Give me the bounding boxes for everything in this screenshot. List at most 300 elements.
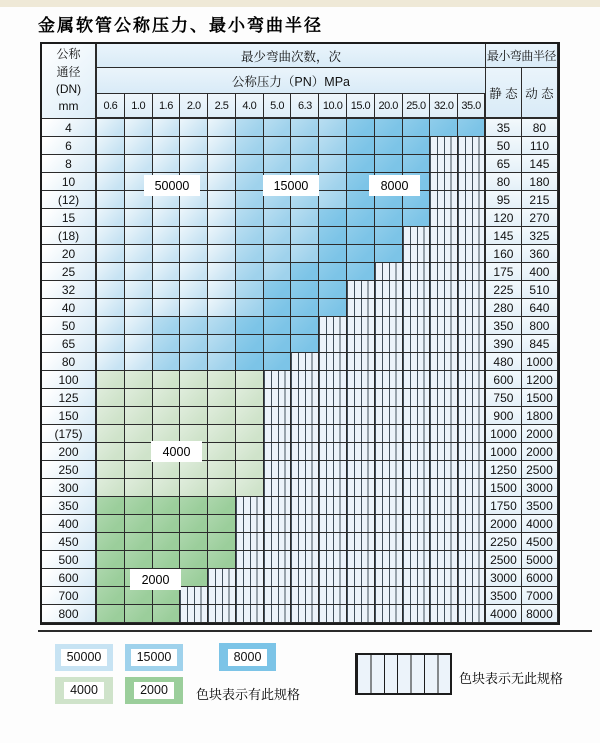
dynamic-radius-cell: 325 <box>522 227 558 245</box>
spec-cell <box>180 245 208 263</box>
spec-cell <box>97 227 125 245</box>
header-dn-line: 公称 <box>56 47 81 62</box>
dn-cell: 8 <box>42 155 97 173</box>
spec-cell <box>430 461 458 479</box>
legend-swatch-50000 <box>55 644 113 671</box>
static-radius-cell: 600 <box>486 371 522 389</box>
spec-cell <box>458 317 486 335</box>
spec-cell <box>125 605 153 623</box>
spec-cell <box>319 191 347 209</box>
spec-cell <box>125 137 153 155</box>
spec-cell <box>236 425 264 443</box>
dn-cell: 800 <box>42 605 97 623</box>
spec-cell <box>375 587 403 605</box>
spec-cell <box>319 137 347 155</box>
dn-cell: 4 <box>42 119 97 137</box>
spec-cell <box>375 299 403 317</box>
dynamic-radius-cell: 180 <box>522 173 558 191</box>
spec-cell <box>347 281 375 299</box>
spec-cell <box>458 497 486 515</box>
static-radius-cell: 1250 <box>486 461 522 479</box>
spec-cell <box>180 497 208 515</box>
dn-cell: 250 <box>42 461 97 479</box>
spec-cell <box>264 443 292 461</box>
spec-cell <box>430 569 458 587</box>
spec-cell <box>97 515 125 533</box>
spec-cell <box>319 461 347 479</box>
spec-cell <box>208 407 236 425</box>
spec-cell <box>375 209 403 227</box>
spec-cell <box>458 533 486 551</box>
spec-cell <box>264 245 292 263</box>
spec-cell <box>403 389 431 407</box>
page-title: 金属软管公称压力、最小弯曲半径 <box>38 16 323 36</box>
spec-cell <box>236 389 264 407</box>
spec-cell <box>153 479 181 497</box>
spec-cell <box>347 335 375 353</box>
spec-cell <box>153 389 181 407</box>
spec-cell <box>153 371 181 389</box>
spec-cell <box>347 425 375 443</box>
spec-cell <box>291 605 319 623</box>
spec-cell <box>97 497 125 515</box>
spec-cell <box>403 263 431 281</box>
spec-cell <box>125 299 153 317</box>
dn-cell: 25 <box>42 263 97 281</box>
spec-cell <box>236 587 264 605</box>
spec-cell <box>264 317 292 335</box>
spec-cell <box>291 533 319 551</box>
spec-cell <box>264 137 292 155</box>
spec-cell <box>319 119 347 137</box>
spec-cell <box>153 533 181 551</box>
dynamic-radius-cell: 640 <box>522 299 558 317</box>
spec-cell <box>153 551 181 569</box>
spec-cell <box>347 443 375 461</box>
spec-cell <box>291 209 319 227</box>
dn-cell: 6 <box>42 137 97 155</box>
dn-cell: 350 <box>42 497 97 515</box>
static-radius-cell: 4000 <box>486 605 522 623</box>
dynamic-radius-cell: 2000 <box>522 425 558 443</box>
spec-cell <box>403 497 431 515</box>
dn-cell: 50 <box>42 317 97 335</box>
spec-cell <box>291 569 319 587</box>
spec-cell <box>403 371 431 389</box>
spec-cell <box>403 533 431 551</box>
spec-cell <box>291 335 319 353</box>
spec-cell <box>430 119 458 137</box>
spec-cell <box>97 317 125 335</box>
region-label-8000: 8000 <box>369 175 420 196</box>
spec-cell <box>347 497 375 515</box>
spec-cell <box>180 479 208 497</box>
spec-cell <box>180 119 208 137</box>
spec-cell <box>264 263 292 281</box>
spec-cell <box>236 335 264 353</box>
spec-cell <box>319 245 347 263</box>
legend-label-2000: 2000 <box>134 682 174 699</box>
spec-cell <box>458 281 486 299</box>
dynamic-radius-cell: 2000 <box>522 443 558 461</box>
static-radius-cell: 65 <box>486 155 522 173</box>
spec-cell <box>264 587 292 605</box>
spec-cell <box>180 335 208 353</box>
spec-cell <box>153 515 181 533</box>
spec-cell <box>458 461 486 479</box>
static-radius-cell: 1000 <box>486 425 522 443</box>
header-dn-line: (DN) <box>55 82 82 96</box>
spec-cell <box>208 515 236 533</box>
spec-cell <box>208 209 236 227</box>
spec-cell <box>208 353 236 371</box>
spec-cell <box>125 461 153 479</box>
spec-cell <box>403 479 431 497</box>
spec-cell <box>291 407 319 425</box>
dynamic-radius-cell: 1200 <box>522 371 558 389</box>
spec-cell <box>180 137 208 155</box>
spec-cell <box>375 461 403 479</box>
static-radius-cell: 480 <box>486 353 522 371</box>
spec-cell <box>403 353 431 371</box>
dn-cell: 450 <box>42 533 97 551</box>
spec-cell <box>208 173 236 191</box>
spec-cell <box>153 461 181 479</box>
dn-cell: 150 <box>42 407 97 425</box>
dn-cell: 10 <box>42 173 97 191</box>
spec-cell <box>97 461 125 479</box>
spec-cell <box>291 281 319 299</box>
spec-cell <box>319 551 347 569</box>
dn-cell: 32 <box>42 281 97 299</box>
spec-cell <box>153 263 181 281</box>
spec-cell <box>430 173 458 191</box>
spec-cell <box>180 353 208 371</box>
region-label-2000: 2000 <box>130 569 181 590</box>
header-bend-radius: 最小弯曲半径 <box>486 44 558 68</box>
spec-cell <box>319 515 347 533</box>
spec-cell <box>264 497 292 515</box>
spec-cell <box>208 479 236 497</box>
spec-cell <box>208 245 236 263</box>
spec-cell <box>236 371 264 389</box>
spec-cell <box>208 299 236 317</box>
spec-cell <box>458 119 486 137</box>
spec-cell <box>375 137 403 155</box>
top-strip <box>0 0 600 7</box>
spec-cell <box>375 155 403 173</box>
spec-cell <box>180 227 208 245</box>
pressure-col-header: 20.0 <box>375 94 403 119</box>
static-radius-cell: 900 <box>486 407 522 425</box>
spec-cell <box>208 281 236 299</box>
legend-swatch-2000 <box>125 677 183 704</box>
static-radius-cell: 2000 <box>486 515 522 533</box>
spec-cell <box>291 245 319 263</box>
spec-cell <box>375 443 403 461</box>
spec-cell <box>125 155 153 173</box>
spec-cell <box>125 317 153 335</box>
spec-cell <box>236 551 264 569</box>
spec-cell <box>430 191 458 209</box>
header-bend-times: 最少弯曲次数，次 <box>97 44 486 68</box>
spec-cell <box>208 155 236 173</box>
spec-cell <box>180 281 208 299</box>
spec-cell <box>430 263 458 281</box>
spec-cell <box>97 443 125 461</box>
static-radius-cell: 145 <box>486 227 522 245</box>
spec-cell <box>319 443 347 461</box>
dynamic-radius-cell: 1500 <box>522 389 558 407</box>
spec-cell <box>264 551 292 569</box>
spec-cell <box>97 389 125 407</box>
dn-cell: 700 <box>42 587 97 605</box>
header-dn <box>42 44 97 119</box>
dn-cell: 600 <box>42 569 97 587</box>
header-dn-line: 通径 <box>56 64 81 79</box>
spec-cell <box>208 317 236 335</box>
spec-cell <box>347 407 375 425</box>
spec-cell <box>375 389 403 407</box>
spec-cell <box>208 605 236 623</box>
dn-cell: 15 <box>42 209 97 227</box>
spec-cell <box>97 551 125 569</box>
legend-swatch-8000 <box>219 643 276 671</box>
dynamic-radius-cell: 270 <box>522 209 558 227</box>
spec-cell <box>264 389 292 407</box>
static-radius-cell: 80 <box>486 173 522 191</box>
spec-cell <box>264 281 292 299</box>
spec-cell <box>125 281 153 299</box>
spec-cell <box>97 353 125 371</box>
spec-cell <box>347 533 375 551</box>
spec-cell <box>97 119 125 137</box>
spec-cell <box>236 461 264 479</box>
spec-cell <box>458 335 486 353</box>
spec-cell <box>347 551 375 569</box>
spec-cell <box>97 191 125 209</box>
spec-cell <box>264 605 292 623</box>
spec-cell <box>236 317 264 335</box>
spec-cell <box>236 209 264 227</box>
spec-cell <box>153 299 181 317</box>
pressure-col-header: 5.0 <box>264 94 292 119</box>
spec-cell <box>264 299 292 317</box>
spec-cell <box>180 461 208 479</box>
spec-cell <box>347 209 375 227</box>
spec-cell <box>125 443 153 461</box>
pressure-col-header: 25.0 <box>403 94 431 119</box>
spec-cell <box>264 155 292 173</box>
spec-cell <box>264 425 292 443</box>
spec-cell <box>458 263 486 281</box>
dynamic-radius-cell: 215 <box>522 191 558 209</box>
spec-cell <box>180 407 208 425</box>
spec-cell <box>125 407 153 425</box>
spec-cell <box>319 317 347 335</box>
spec-cell <box>236 137 264 155</box>
spec-cell <box>403 227 431 245</box>
spec-cell <box>430 515 458 533</box>
spec-cell <box>347 461 375 479</box>
spec-cell <box>208 587 236 605</box>
spec-cell <box>430 209 458 227</box>
dynamic-radius-cell: 3500 <box>522 497 558 515</box>
spec-cell <box>430 335 458 353</box>
spec-cell <box>264 533 292 551</box>
static-radius-cell: 160 <box>486 245 522 263</box>
dynamic-radius-cell: 2500 <box>522 461 558 479</box>
spec-cell <box>291 551 319 569</box>
spec-cell <box>403 245 431 263</box>
spec-cell <box>375 533 403 551</box>
spec-cell <box>153 407 181 425</box>
spec-cell <box>291 263 319 281</box>
spec-cell <box>458 137 486 155</box>
spec-cell <box>430 605 458 623</box>
spec-cell <box>208 227 236 245</box>
dynamic-radius-cell: 800 <box>522 317 558 335</box>
dynamic-radius-cell: 6000 <box>522 569 558 587</box>
spec-cell <box>319 533 347 551</box>
spec-cell <box>347 569 375 587</box>
spec-cell <box>403 119 431 137</box>
spec-cell <box>319 407 347 425</box>
spec-cell <box>347 605 375 623</box>
spec-cell <box>208 389 236 407</box>
spec-cell <box>403 299 431 317</box>
spec-cell <box>347 479 375 497</box>
spec-cell <box>319 299 347 317</box>
spec-cell <box>403 137 431 155</box>
spec-cell <box>236 263 264 281</box>
spec-cell <box>375 497 403 515</box>
legend-label-8000: 8000 <box>228 649 268 666</box>
spec-cell <box>403 209 431 227</box>
legend-swatch-4000 <box>55 677 113 704</box>
spec-cell <box>125 479 153 497</box>
spec-cell <box>125 371 153 389</box>
static-radius-cell: 2250 <box>486 533 522 551</box>
pressure-col-header: 1.0 <box>125 94 153 119</box>
spec-cell <box>347 227 375 245</box>
dynamic-radius-cell: 4500 <box>522 533 558 551</box>
spec-cell <box>458 407 486 425</box>
spec-cell <box>125 551 153 569</box>
spec-cell <box>291 425 319 443</box>
spec-cell <box>180 317 208 335</box>
spec-cell <box>97 245 125 263</box>
pressure-col-header: 4.0 <box>236 94 264 119</box>
static-radius-cell: 750 <box>486 389 522 407</box>
spec-cell <box>208 335 236 353</box>
spec-cell <box>430 299 458 317</box>
dn-cell: 200 <box>42 443 97 461</box>
spec-cell <box>208 497 236 515</box>
spec-cell <box>458 371 486 389</box>
static-radius-cell: 35 <box>486 119 522 137</box>
spec-cell <box>458 551 486 569</box>
spec-cell <box>153 155 181 173</box>
spec-cell <box>430 389 458 407</box>
spec-cell <box>208 461 236 479</box>
dynamic-radius-cell: 510 <box>522 281 558 299</box>
spec-cell <box>319 605 347 623</box>
spec-cell <box>375 551 403 569</box>
spec-cell <box>347 137 375 155</box>
spec-cell <box>236 299 264 317</box>
spec-cell <box>430 497 458 515</box>
spec-cell <box>430 155 458 173</box>
spec-cell <box>319 497 347 515</box>
spec-cell <box>180 587 208 605</box>
spec-cell <box>264 353 292 371</box>
static-radius-cell: 3000 <box>486 569 522 587</box>
spec-cell <box>153 605 181 623</box>
dynamic-radius-cell: 3000 <box>522 479 558 497</box>
spec-cell <box>153 335 181 353</box>
spec-cell <box>236 407 264 425</box>
spec-cell <box>403 407 431 425</box>
spec-cell <box>291 587 319 605</box>
spec-cell <box>180 263 208 281</box>
spec-cell <box>291 353 319 371</box>
header-dynamic: 动 态 <box>522 68 558 119</box>
spec-cell <box>319 263 347 281</box>
spec-cell <box>430 317 458 335</box>
spec-cell <box>430 533 458 551</box>
spec-cell <box>236 443 264 461</box>
spec-cell <box>291 461 319 479</box>
spec-cell <box>430 443 458 461</box>
legend-has-spec-text: 色块表示有此规格 <box>196 687 301 702</box>
spec-cell <box>375 335 403 353</box>
spec-cell <box>291 155 319 173</box>
spec-cell <box>403 569 431 587</box>
dynamic-radius-cell: 110 <box>522 137 558 155</box>
static-radius-cell: 390 <box>486 335 522 353</box>
spec-cell <box>264 569 292 587</box>
spec-cell <box>291 389 319 407</box>
spec-cell <box>97 173 125 191</box>
spec-cell <box>291 119 319 137</box>
spec-cell <box>125 227 153 245</box>
spec-cell <box>153 353 181 371</box>
spec-cell <box>347 155 375 173</box>
spec-cell <box>236 281 264 299</box>
spec-cell <box>430 425 458 443</box>
spec-cell <box>375 227 403 245</box>
static-radius-cell: 3500 <box>486 587 522 605</box>
spec-cell <box>458 569 486 587</box>
legend-no-spec-text: 色块表示无此规格 <box>459 671 564 686</box>
spec-cell <box>347 263 375 281</box>
dynamic-radius-cell: 7000 <box>522 587 558 605</box>
spec-cell <box>264 407 292 425</box>
spec-cell <box>97 533 125 551</box>
spec-cell <box>125 209 153 227</box>
spec-cell <box>264 119 292 137</box>
spec-cell <box>97 299 125 317</box>
spec-cell <box>430 227 458 245</box>
spec-cell <box>180 515 208 533</box>
static-radius-cell: 350 <box>486 317 522 335</box>
spec-cell <box>291 137 319 155</box>
dn-cell: (18) <box>42 227 97 245</box>
spec-cell <box>375 245 403 263</box>
dn-cell: 300 <box>42 479 97 497</box>
spec-cell <box>180 299 208 317</box>
